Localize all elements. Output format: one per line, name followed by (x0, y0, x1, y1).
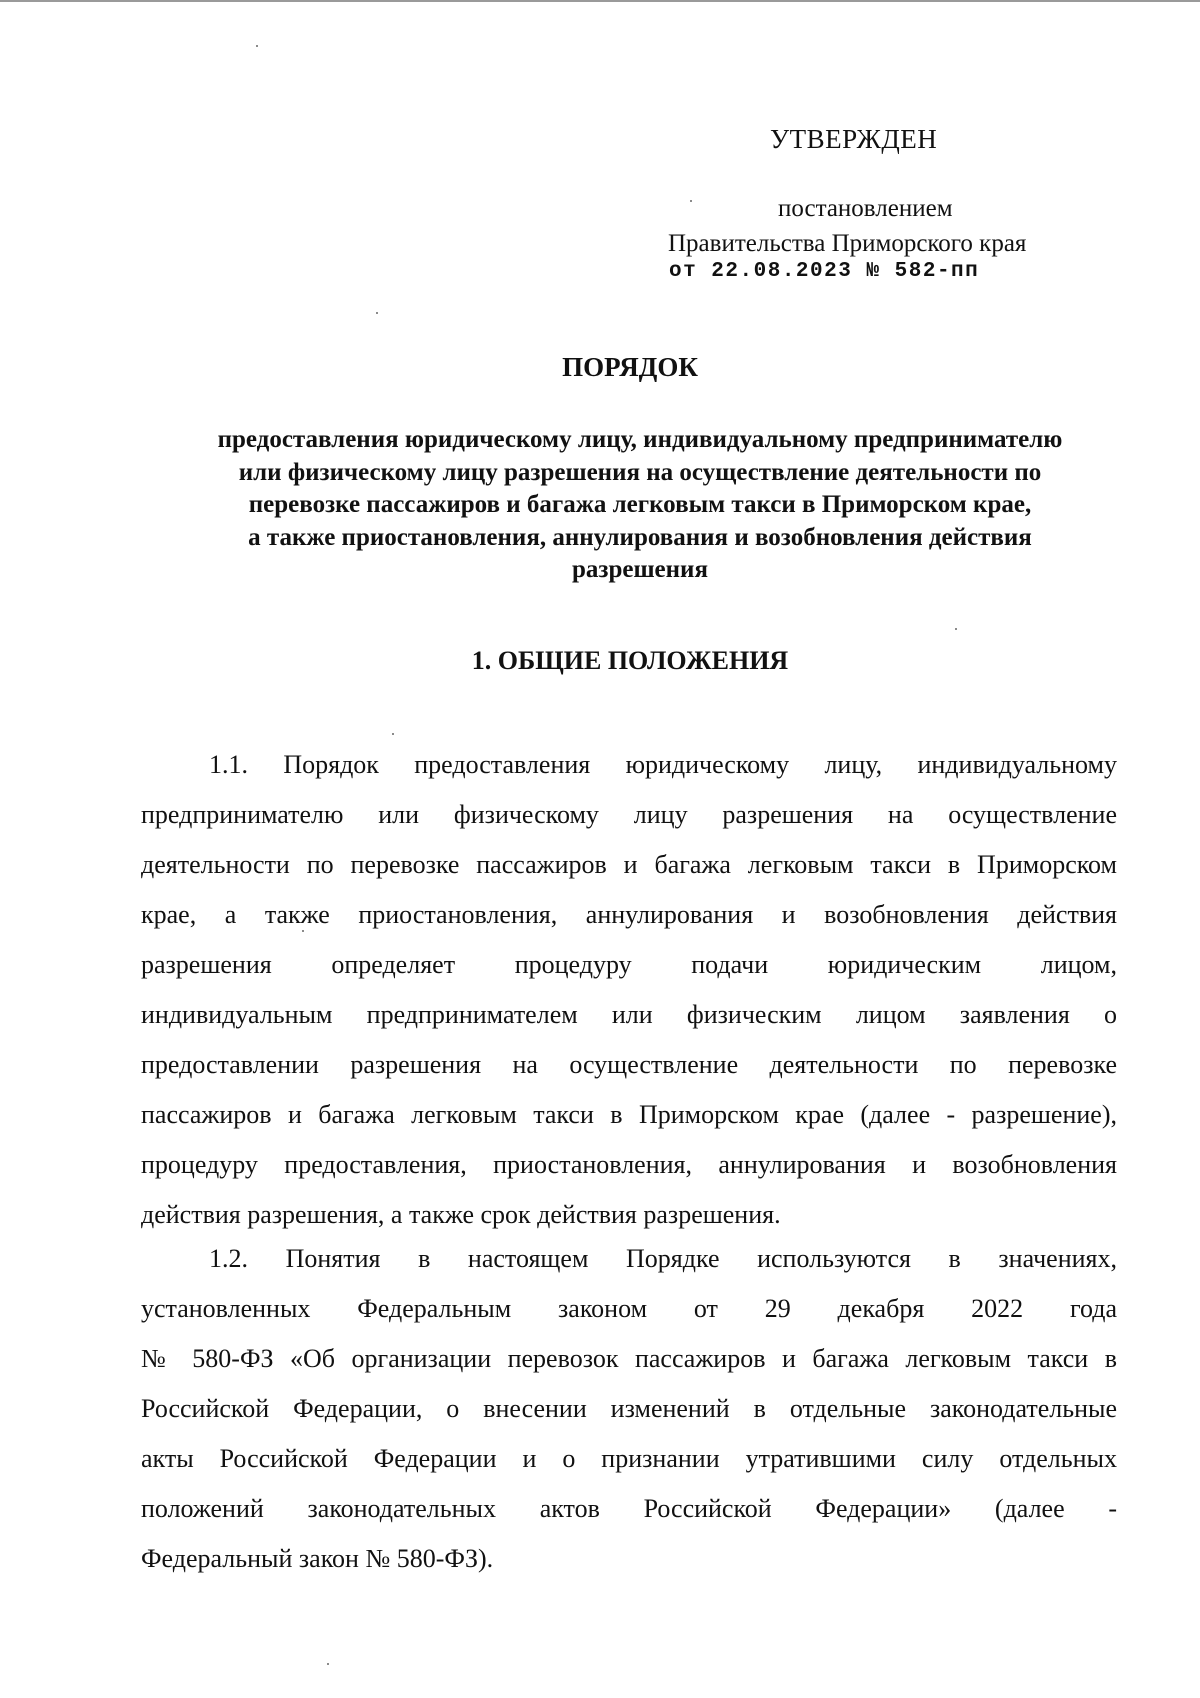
paragraph-line: пассажиров и багажа легковым такси в Приморском крае (далее - разрешение), (141, 1100, 1117, 1129)
paragraph-line: процедуру предоставления, приостановления, аннулирования и возобновления (141, 1150, 1117, 1179)
subtitle-line: перевозке пассажиров и багажа легковым такси в Приморском крае, (248, 491, 1032, 518)
paragraph-line: предоставлении разрешения на осуществление деятельности по перевозке (141, 1050, 1117, 1079)
scan-speck (376, 312, 378, 314)
paragraph-line: крае, а также приостановления, аннулирования и возобновления действия (141, 900, 1117, 929)
subtitle-line: или физическому лицу разрешения на осуществление деятельности по (238, 458, 1042, 486)
scan-speck (327, 1663, 329, 1665)
paragraph-line: действия разрешения, а также срок действия разрешения. (141, 1200, 781, 1229)
paragraph-line: положений законодательных актов Российской Федерации» (далее - (141, 1494, 1117, 1523)
approval-line-government: Правительства Приморского края (668, 230, 1027, 257)
scan-edge-line (0, 0, 1200, 2)
paragraph-1-2 (141, 1234, 1117, 1584)
paragraph-line: предпринимателю или физическому лицу разрешения на осуществление (141, 800, 1117, 829)
subtitle-line: предоставления юридическому лицу, индивидуальному предпринимателю (217, 426, 1063, 453)
section-heading: 1. ОБЩИЕ ПОЛОЖЕНИЯ (471, 646, 789, 675)
scan-speck (256, 45, 258, 47)
paragraph-line: 1.1. Порядок предоставления юридическому лицу, индивидуальному (209, 750, 1117, 779)
document-heading: ПОРЯДОК (562, 352, 698, 382)
paragraph-line: индивидуальным предпринимателем или физическим лицом заявления о (141, 1000, 1117, 1029)
scan-speck (302, 930, 304, 932)
paragraph-line: № 580-ФЗ «Об организации перевозок пассажиров и багажа легковым такси в (141, 1344, 1117, 1373)
paragraph-line: Российской Федерации, о внесении изменений в отдельные законодательные (141, 1394, 1117, 1423)
paragraph-line: акты Российской Федерации и о признании утратившими силу отдельных (141, 1444, 1117, 1473)
scan-speck (392, 733, 394, 735)
approval-date-number: от 22.08.2023 № 582-пп (669, 260, 980, 283)
paragraph-line: разрешения определяет процедуру подачи юридическим лицом, (141, 950, 1117, 979)
approval-title: УТВЕРЖДЕН (770, 124, 938, 154)
paragraph-line: 1.2. Понятия в настоящем Порядке используются в значениях, (209, 1244, 1117, 1273)
document-subtitle (140, 424, 1140, 587)
paragraph-1-1 (141, 740, 1117, 1240)
approval-line-resolution: постановлением (778, 195, 953, 222)
scan-speck (955, 628, 957, 630)
subtitle-line: а также приостановления, аннулирования и возобновления действия (248, 523, 1032, 551)
subtitle-line: разрешения (572, 556, 708, 583)
paragraph-line: установленных Федеральным законом от 29 декабря 2022 года (141, 1294, 1117, 1323)
paragraph-line: Федеральный закон № 580-ФЗ). (141, 1544, 494, 1573)
paragraph-line: деятельности по перевозке пассажиров и багажа легковым такси в Приморском (141, 850, 1117, 879)
scan-speck (690, 200, 692, 202)
